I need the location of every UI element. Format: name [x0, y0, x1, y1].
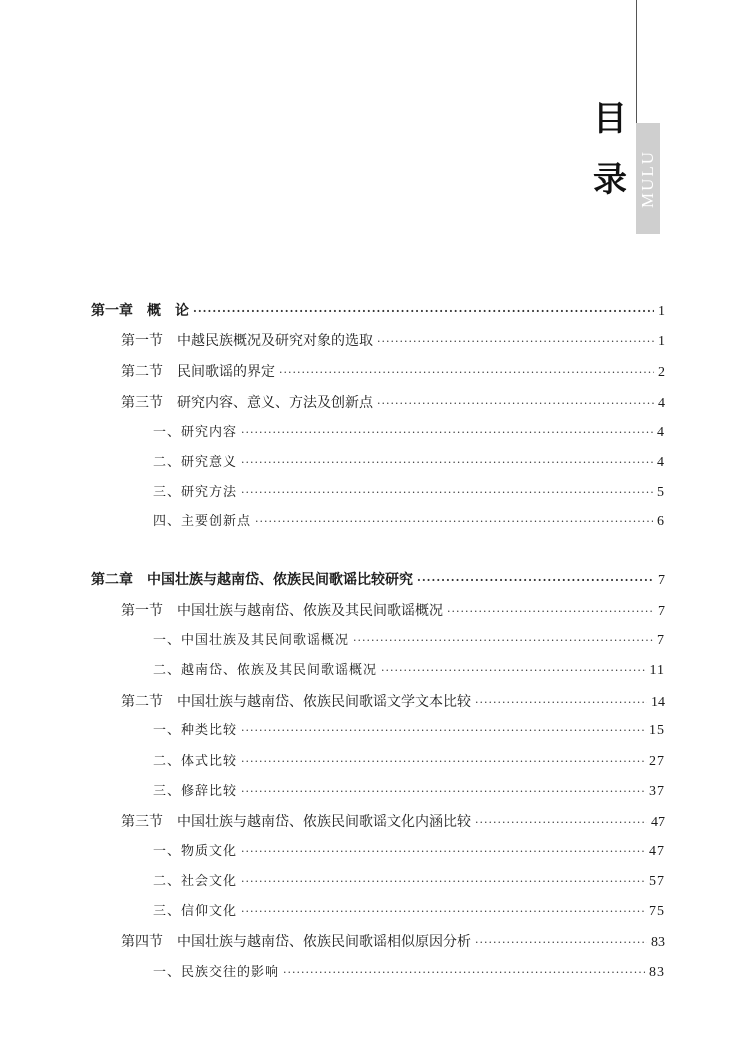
- toc-dot-leader: [475, 812, 647, 834]
- toc-entry[interactable]: [153, 901, 665, 923]
- toc-title-char-2: 录: [593, 160, 627, 200]
- toc-entry[interactable]: [91, 300, 665, 322]
- toc-entry[interactable]: [121, 931, 665, 953]
- toc-entry-label: 第三节 研究内容、意义、方法及创新点: [121, 395, 373, 411]
- toc-entry-page-number: 57: [649, 874, 665, 889]
- toc-entry-page-number: 15: [649, 723, 665, 738]
- toc-entry-label: 第二章 中国壮族与越南岱、侬族民间歌谣比较研究: [91, 572, 413, 588]
- toc-entry[interactable]: [121, 691, 665, 713]
- toc-entry[interactable]: [153, 660, 665, 682]
- toc-entry-page-number: 83: [649, 965, 665, 980]
- toc-entry-label: 第一节 中国壮族与越南岱、侬族及其民间歌谣概况: [121, 603, 443, 619]
- toc-entry[interactable]: [153, 482, 665, 504]
- toc-entry-label: 一、中国壮族及其民间歌谣概况: [153, 633, 350, 648]
- toc-dot-leader: [241, 482, 653, 504]
- toc-dot-leader: [241, 751, 645, 773]
- toc-entry-page-number: 4: [658, 396, 665, 411]
- toc-entry-label: 二、体式比较: [153, 754, 238, 769]
- toc-entry[interactable]: [153, 962, 665, 984]
- toc-entry-page-number: 7: [658, 573, 665, 588]
- toc-entry-page-number: 7: [658, 604, 665, 619]
- toc-entry[interactable]: [121, 600, 665, 622]
- toc-entry-page-number: 6: [657, 514, 665, 529]
- toc-entry-label: 三、信仰文化: [153, 904, 238, 919]
- toc-entry-page-number: 47: [649, 844, 665, 859]
- toc-entry-page-number: 1: [658, 334, 665, 349]
- toc-entry[interactable]: [153, 781, 665, 803]
- toc-title-char-1: 目: [593, 99, 627, 139]
- side-tab-text: MULU: [638, 149, 657, 208]
- toc-entry-page-number: 11: [649, 663, 665, 678]
- header-divider-line: [636, 0, 637, 123]
- toc-dot-leader: [283, 962, 645, 984]
- toc-dot-leader: [193, 301, 654, 323]
- toc-entry[interactable]: [121, 361, 665, 383]
- toc-entry[interactable]: [121, 811, 665, 833]
- toc-dot-leader: [377, 331, 654, 353]
- toc-entry-page-number: 37: [649, 784, 665, 799]
- toc-entry-page-number: 4: [657, 425, 665, 440]
- toc-entry-label: 第二节 民间歌谣的界定: [121, 364, 275, 380]
- toc-entry[interactable]: [153, 871, 665, 893]
- toc-entry[interactable]: [153, 452, 665, 474]
- toc-entry-page-number: 7: [657, 633, 665, 648]
- toc-entry-page-number: 47: [651, 815, 665, 830]
- toc-entry[interactable]: [153, 751, 665, 773]
- toc-dot-leader: [475, 692, 647, 714]
- toc-entry-label: 二、社会文化: [153, 874, 238, 889]
- toc-dot-leader: [241, 422, 653, 444]
- toc-entry-page-number: 83: [651, 935, 665, 950]
- toc-dot-leader: [475, 932, 647, 954]
- toc-dot-leader: [255, 511, 653, 533]
- toc-dot-leader: [241, 841, 645, 863]
- toc-dot-leader: [241, 781, 645, 803]
- toc-entry-label: 四、主要创新点: [153, 514, 252, 529]
- toc-entry-page-number: 2: [658, 365, 665, 380]
- toc-entry[interactable]: [153, 630, 665, 652]
- toc-entry[interactable]: [153, 841, 665, 863]
- toc-dot-leader: [417, 570, 654, 592]
- toc-entry[interactable]: [153, 511, 665, 533]
- toc-entry[interactable]: [121, 330, 665, 352]
- toc-dot-leader: [241, 720, 645, 742]
- toc-entry-label: 三、研究方法: [153, 485, 238, 500]
- toc-entry-label: 一、物质文化: [153, 844, 238, 859]
- toc-entry[interactable]: [121, 392, 665, 414]
- toc-entry[interactable]: [153, 422, 665, 444]
- toc-entry-label: 二、越南岱、侬族及其民间歌谣概况: [153, 663, 378, 678]
- toc-entry-label: 二、研究意义: [153, 455, 238, 470]
- toc-dot-leader: [353, 630, 653, 652]
- toc-entry-page-number: 27: [649, 754, 665, 769]
- toc-entry[interactable]: [91, 569, 665, 591]
- toc-entry-label: 第三节 中国壮族与越南岱、侬族民间歌谣文化内涵比较: [121, 814, 471, 830]
- toc-entry-page-number: 75: [649, 904, 665, 919]
- toc-entry-label: 第四节 中国壮族与越南岱、侬族民间歌谣相似原因分析: [121, 934, 471, 950]
- side-tab: [636, 123, 660, 234]
- toc-entry-page-number: 1: [658, 304, 665, 319]
- toc-entry-label: 第一章 概 论: [91, 303, 189, 319]
- toc-entry-label: 第二节 中国壮族与越南岱、侬族民间歌谣文学文本比较: [121, 694, 471, 710]
- toc-entry-label: 第一节 中越民族概况及研究对象的选取: [121, 333, 373, 349]
- toc-dot-leader: [381, 660, 646, 682]
- toc-dot-leader: [447, 601, 654, 623]
- toc-entry-label: 三、修辞比较: [153, 784, 238, 799]
- toc-dot-leader: [241, 871, 645, 893]
- toc-dot-leader: [241, 452, 653, 474]
- toc-entry-page-number: 5: [657, 485, 665, 500]
- toc-entry-page-number: 14: [651, 695, 665, 710]
- toc-dot-leader: [241, 901, 645, 923]
- toc-entry-label: 一、研究内容: [153, 425, 238, 440]
- toc-entry[interactable]: [153, 720, 665, 742]
- toc-entry-page-number: 4: [657, 455, 665, 470]
- toc-entry-label: 一、民族交往的影响: [153, 965, 280, 980]
- toc-dot-leader: [279, 362, 654, 384]
- toc-dot-leader: [377, 393, 654, 415]
- toc-entry-label: 一、种类比较: [153, 723, 238, 738]
